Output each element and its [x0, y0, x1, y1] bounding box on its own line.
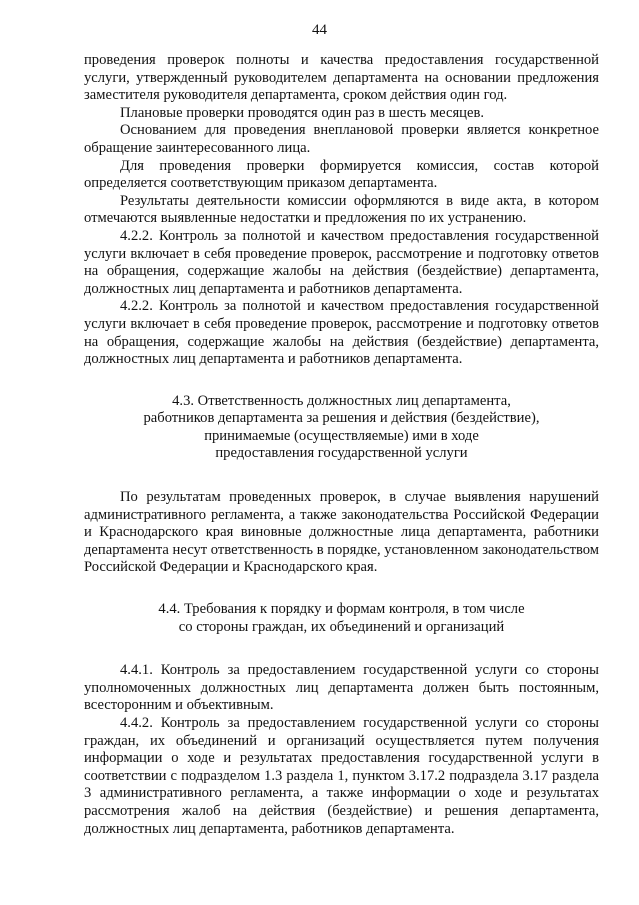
paragraph: 4.4.1. Контроль за предоставлением государственной услуги со стороны уполномоченных должностных лиц департамента должен быть постоянным, всесторонним и объективным. [84, 662, 599, 714]
page-number: 44 [312, 22, 327, 38]
section-heading-4-3 [84, 393, 599, 463]
paragraph: 4.2.2. Контроль за полнотой и качеством предоставления государственной услуги включает в себя проведение проверок, рассмотрение и подготовку ответов на обращения, содержащие жалобы на действия (бездействие) департамента, должностных лиц департамента и работников департамента. [84, 298, 599, 368]
heading-line: работников департамента за решения и действия (бездействие), [143, 410, 540, 427]
paragraph: Для проведения проверки формируется комиссия, состав которой определяется соответствующим приказом департамента. [84, 157, 599, 192]
paragraph: По результатам проведенных проверок, в случае выявления нарушений административного регламента, а также законодательства Российской Федерации и Краснодарского края виновные должностные лица департамента, работники департамента несут ответственность в порядке, установленном законодательством Российской Федерации и Краснодарского края. [84, 489, 599, 576]
document-body [84, 52, 599, 838]
paragraph: 4.4.2. Контроль за предоставлением государственной услуги со стороны граждан, их объединений и организаций осуществляется путем получения информации о ходе и результатах предоставления государственной услуги в соответствии с подразделом 1.3 раздела 1, пунктом 3.17.2 подраздела 3.17 раздела 3 административного регламента, а также информации о ходе и результатах рассмотрения жалоб на действия (бездействие) и решения департамента, должностных лиц департамента, работников департамента. [84, 715, 599, 837]
heading-line: 4.3. Ответственность должностных лиц департамента, [172, 392, 511, 409]
heading-line: предоставления государственной услуги [215, 445, 468, 462]
paragraph: Основанием для проведения внеплановой проверки является конкретное обращение заинтересованного лица. [84, 122, 599, 156]
heading-line: 4.4. Требования к порядку и формам контроля, в том числе [158, 601, 525, 618]
heading-line: принимаемые (осуществляемые) ими в ходе [204, 427, 479, 444]
paragraph: проведения проверок полноты и качества предоставления государственной услуги, утвержденный руководителем департамента на основании предложения заместителя руководителя департамента, сроком действия один год. [84, 52, 599, 104]
paragraph: Плановые проверки проводятся один раз в шесть месяцев. [120, 104, 484, 121]
paragraph: 4.2.2. Контроль за полнотой и качеством предоставления государственной услуги включает в себя проведение проверок, рассмотрение и подготовку ответов на обращения, содержащие жалобы на действия (бездействие) департамента, должностных лиц департамента и работников департамента. [84, 227, 599, 297]
heading-line: со стороны граждан, их объединений и организаций [178, 618, 505, 635]
paragraph: Результаты деятельности комиссии оформляются в виде акта, в котором отмечаются выявленные недостатки и предложения по их устранению. [84, 192, 599, 227]
section-heading-4-4 [84, 601, 599, 636]
